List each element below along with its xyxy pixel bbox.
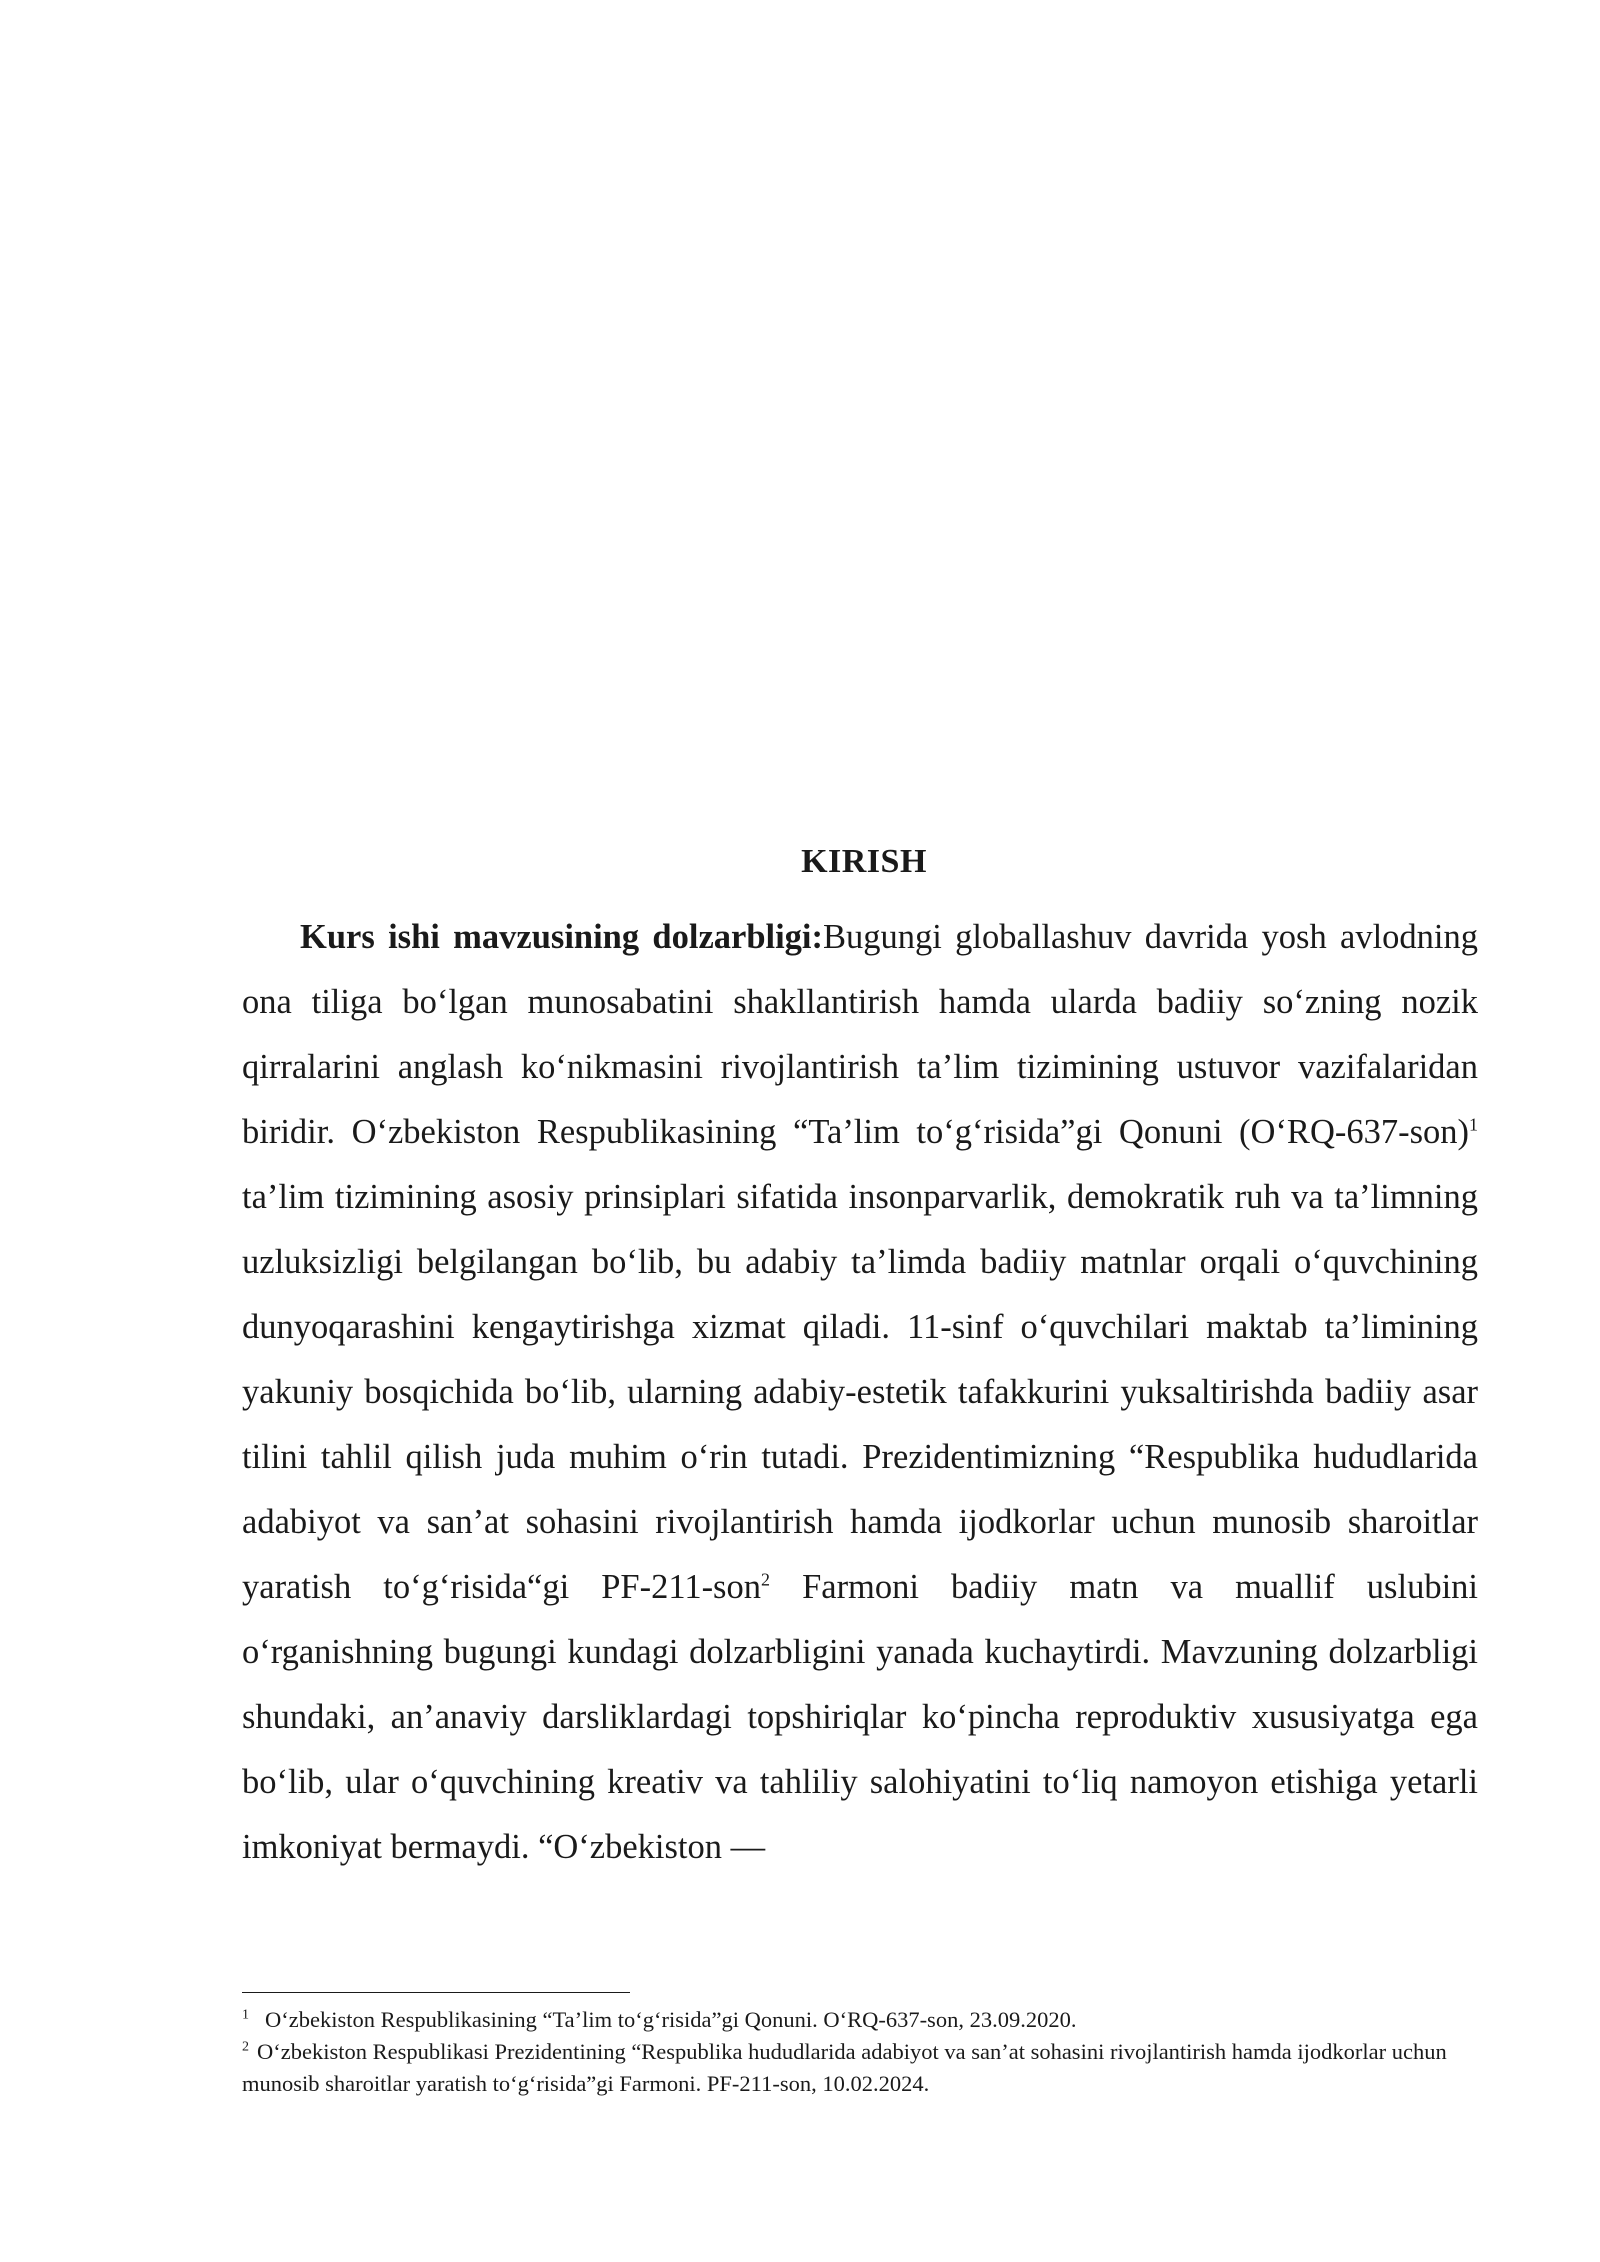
footnote-separator	[242, 1992, 630, 1993]
footnote-mark: 1	[242, 2007, 249, 2023]
intro-paragraph	[242, 905, 1478, 1880]
footnote-text: O‘zbekiston Respublikasining “Ta’lim to‘g‘risida”gi Qonuni. O‘RQ-637-son, 23.09.2020.	[265, 2007, 1077, 2032]
footnote-text: O‘zbekiston Respublikasi Prezidentining “Respublika hududlarida adabiyot va san’at sohasini rivojlantirish hamda ijodkorlar uchun munosib sharoitlar yaratish to‘g‘risida”gi Farmoni. PF-211-son, 10.02.2024.	[242, 2039, 1447, 2096]
footnote-ref-1[interactable]: 1	[1469, 1114, 1478, 1135]
paragraph-text-part1: Bugungi globallashuv davrida yosh avlodning ona tiliga bo‘lgan munosabatini shakllantirish hamda ularda badiiy so‘zning nozik qirralarini anglash ko‘nikmasini rivojlantirish ta’lim tizimining ustuvor vazifalaridan biridir. O‘zbekiston Respublikasining “Ta’lim to‘g‘risida”gi Qonuni (O‘RQ-637-son)	[242, 918, 1479, 1151]
section-heading: KIRISH	[801, 843, 927, 880]
paragraph-text-part3: Farmoni badiiy matn va muallif uslubini o‘rganishning bugungi kundagi dolzarbligini yanada kuchaytirdi. Mavzuning dolzarbligi shundaki, an’anaviy darsliklardagi topshiriqlar ko‘pincha reproduktiv xususiyatga ega bo‘lib, ular o‘quvchining kreativ va tahliliy salohiyatini to‘liq namoyon etishiga yetarli imkoniyat bermaydi. “O‘zbekiston —	[242, 1568, 1478, 1866]
paragraph-lead: Kurs ishi mavzusining dolzarbligi:	[300, 918, 824, 956]
footnote-2	[242, 2036, 1478, 2100]
footnote-mark: 2	[242, 2039, 249, 2055]
footnote-ref-2[interactable]: 2	[760, 1569, 770, 1590]
paragraph-text-part2: ta’lim tizimining asosiy prinsiplari sifatida insonparvarlik, demokratik ruh va ta’limning uzluksizligi belgilangan bo‘lib, bu adabiy ta’limda badiiy matnlar orqali o‘quvchining dunyoqarashini kengaytirishga xizmat qiladi. 11-sinf o‘quvchilari maktab ta’limining yakuniy bosqichida bo‘lib, ularning adabiy-estetik tafakkurini yuksaltirishda badiiy asar tilini tahlil qilish juda muhim o‘rin tutadi. Prezidentimizning “Respublika hududlarida adabiyot va san’at sohasini rivojlantirish hamda ijodkorlar uchun munosib sharoitlar yaratish to‘g‘risida“gi PF-211-son	[242, 1178, 1478, 1606]
footnote-1	[242, 2004, 1478, 2036]
footnotes	[242, 2004, 1478, 2100]
